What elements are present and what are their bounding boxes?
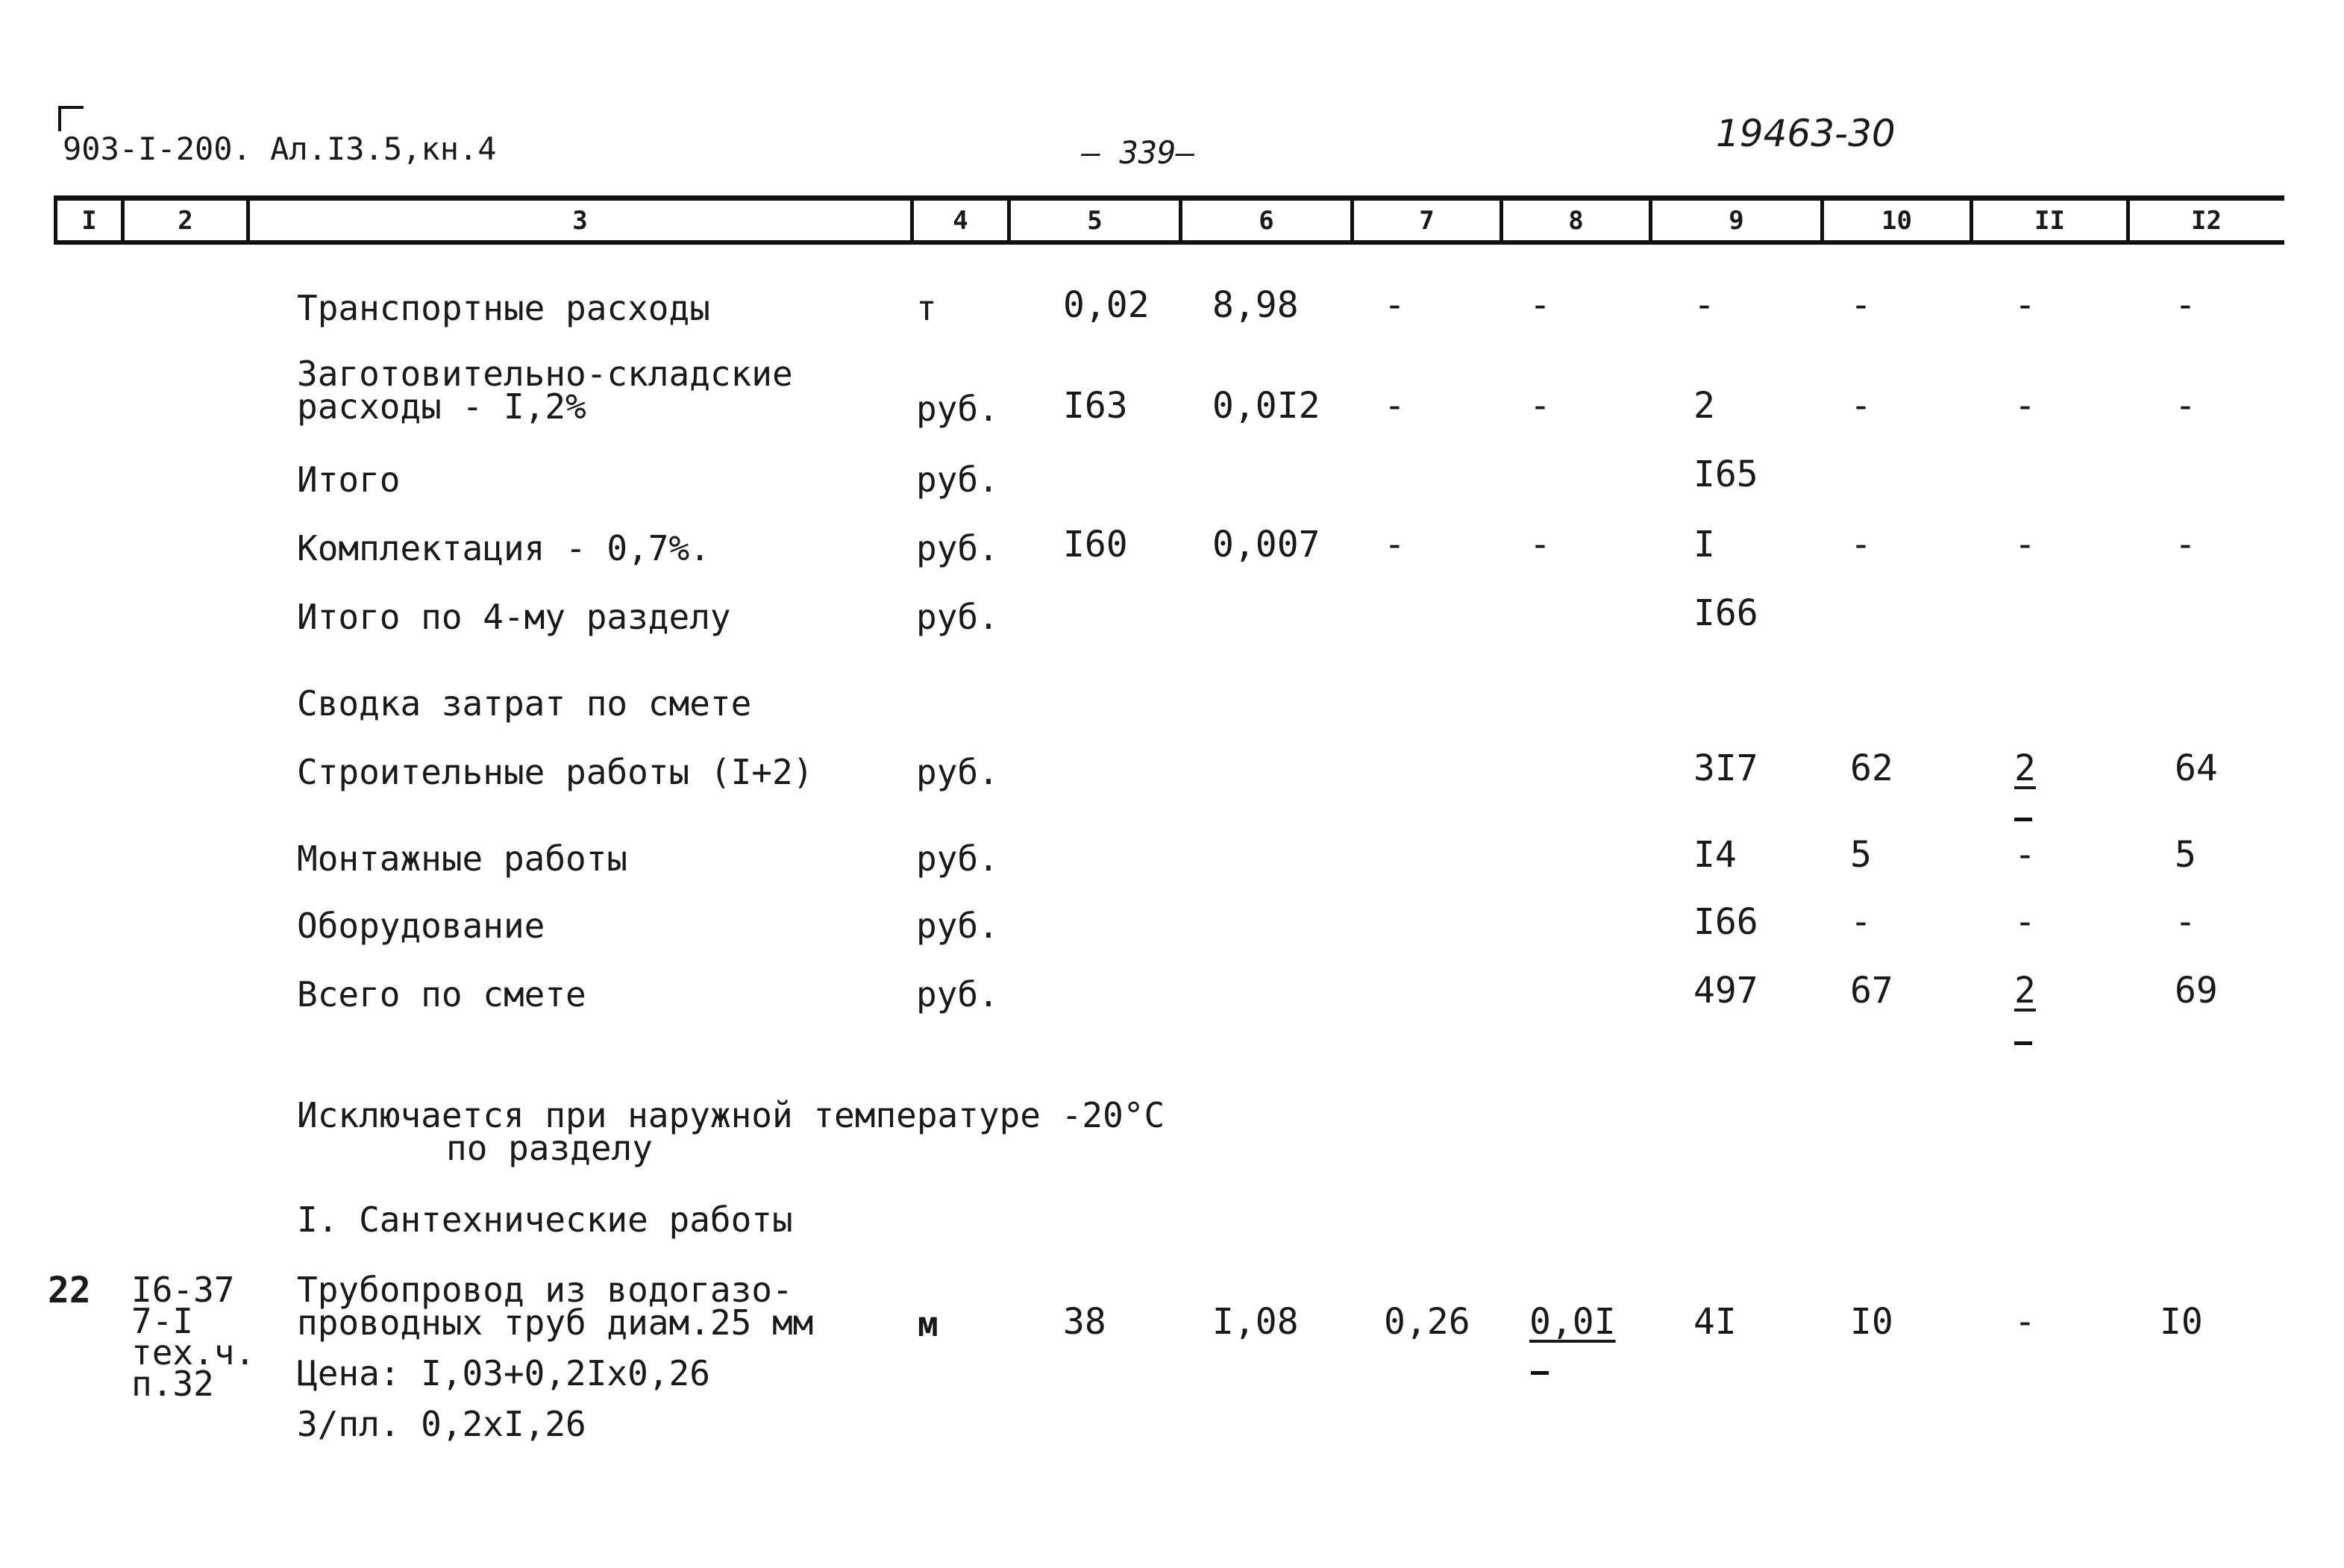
row-col11: - bbox=[2014, 524, 2036, 565]
row-description: Монтажные работы bbox=[297, 838, 628, 879]
col-header-1: I bbox=[81, 206, 97, 236]
fraction-dash bbox=[2014, 1041, 2032, 1045]
row-description-line1: Заготовительно-складские bbox=[297, 354, 793, 394]
row-unit: руб. bbox=[916, 974, 999, 1015]
row-col7: - bbox=[1384, 284, 1406, 326]
col-header-5: 5 bbox=[1087, 206, 1103, 236]
row-col9: I66 bbox=[1693, 592, 1758, 634]
row-number: 22 bbox=[48, 1270, 91, 1311]
row-col11: - bbox=[2014, 834, 2036, 876]
row-col12: - bbox=[2175, 284, 2196, 326]
row-col9: I4 bbox=[1693, 834, 1737, 876]
row-col12: 64 bbox=[2175, 747, 2218, 789]
row-col9: 2 bbox=[1693, 385, 1715, 427]
row-col9: I bbox=[1693, 524, 1715, 565]
corner-mark bbox=[58, 106, 84, 131]
row-description: Комплектация - 0,7%. bbox=[297, 528, 710, 568]
row-description: Строительные работы (I+2) bbox=[297, 752, 814, 792]
row-col9: 497 bbox=[1693, 970, 1758, 1012]
row-col12: I0 bbox=[2160, 1301, 2203, 1343]
row-col6: I,08 bbox=[1212, 1301, 1299, 1343]
row-col10: - bbox=[1850, 284, 1872, 326]
row-unit: руб. bbox=[916, 752, 999, 792]
row-col10: 67 bbox=[1850, 970, 1893, 1012]
row-wage-formula: З/пл. 0,2xI,26 bbox=[297, 1404, 586, 1444]
row-col9: I65 bbox=[1693, 454, 1758, 495]
row-col9: 3I7 bbox=[1693, 747, 1758, 789]
row-col11: - bbox=[2014, 284, 2036, 326]
row-col5: I60 bbox=[1063, 524, 1128, 565]
fraction-dash bbox=[1531, 1371, 1549, 1375]
col-header-10: 10 bbox=[1881, 206, 1912, 236]
row-col10: - bbox=[1850, 385, 1872, 427]
fraction-dash bbox=[2014, 818, 2032, 821]
row-col11: 2 bbox=[2014, 747, 2036, 789]
row-col5: 0,02 bbox=[1063, 284, 1150, 326]
row-col10: 62 bbox=[1850, 747, 1893, 789]
row-code-line4: п.32 bbox=[131, 1364, 214, 1404]
col-header-4: 4 bbox=[953, 206, 968, 236]
row-col12: 5 bbox=[2175, 834, 2196, 876]
row-col9: - bbox=[1693, 284, 1715, 326]
row-col8: - bbox=[1529, 284, 1551, 326]
exclusion-note-line2: по разделу bbox=[446, 1128, 653, 1168]
row-code-line3: тех.ч. bbox=[131, 1332, 256, 1373]
handwritten-code: 19463-30 bbox=[1716, 112, 1896, 155]
row-description: Итого по 4-му разделу bbox=[297, 597, 731, 637]
row-col10: - bbox=[1850, 524, 1872, 565]
row-col12: 69 bbox=[2175, 970, 2218, 1012]
header-top-rule bbox=[54, 195, 2284, 201]
row-unit: т bbox=[916, 288, 937, 328]
row-col6: 8,98 bbox=[1212, 284, 1299, 326]
row-col5: 38 bbox=[1063, 1301, 1106, 1343]
row-col7: 0,26 bbox=[1384, 1301, 1470, 1343]
row-col6: 0,0I2 bbox=[1212, 385, 1320, 427]
row-col7: - bbox=[1384, 524, 1406, 565]
col-header-7: 7 bbox=[1419, 206, 1435, 236]
row-col11: - bbox=[2014, 385, 2036, 427]
col-header-6: 6 bbox=[1259, 206, 1274, 236]
row-col10: - bbox=[1850, 901, 1872, 943]
row-col9: 4I bbox=[1693, 1301, 1737, 1343]
row-description-line1: Трубопровод из водогазо- bbox=[297, 1270, 793, 1310]
row-col8: - bbox=[1529, 524, 1551, 565]
row-unit: руб. bbox=[916, 906, 999, 946]
row-description: Оборудование bbox=[297, 906, 545, 946]
row-description: Транспортные расходы bbox=[297, 288, 710, 328]
col-header-8: 8 bbox=[1568, 206, 1584, 236]
row-unit: руб. bbox=[916, 389, 999, 429]
section-heading: I. Сантехнические работы bbox=[297, 1199, 793, 1240]
row-unit: м bbox=[918, 1304, 938, 1344]
row-price-formula: Цена: I,03+0,2Ix0,26 bbox=[297, 1353, 710, 1393]
document-code: 903-I-200. Ал.I3.5,кн.4 bbox=[63, 131, 497, 167]
row-col8: 0,0I bbox=[1529, 1301, 1616, 1343]
row-col11: 2 bbox=[2014, 970, 2036, 1012]
row-col12: - bbox=[2175, 385, 2196, 427]
row-unit: руб. bbox=[916, 838, 999, 879]
row-code-line1: I6-37 bbox=[131, 1270, 235, 1310]
row-col6: 0,007 bbox=[1212, 524, 1320, 565]
row-description: Итого bbox=[297, 460, 401, 500]
row-col12: - bbox=[2175, 524, 2196, 565]
row-unit: руб. bbox=[916, 528, 999, 568]
row-description-line2: проводных труб диам.25 мм bbox=[297, 1302, 814, 1343]
col-header-3: 3 bbox=[572, 206, 588, 236]
row-col10: I0 bbox=[1850, 1301, 1893, 1343]
row-code-line2: 7-I bbox=[131, 1301, 194, 1341]
header-bottom-rule bbox=[54, 240, 2284, 245]
row-description: Всего по смете bbox=[297, 974, 586, 1015]
row-col9: I66 bbox=[1693, 901, 1758, 943]
row-unit: руб. bbox=[916, 460, 999, 500]
col-header-12: I2 bbox=[2191, 206, 2222, 236]
exclusion-note-line1: Исключается при наружной температуре -20°С bbox=[297, 1095, 1165, 1135]
row-description-line2: расходы - I,2% bbox=[297, 386, 586, 427]
col-header-11: II bbox=[2034, 206, 2065, 236]
row-col8: - bbox=[1529, 385, 1551, 427]
row-col11: - bbox=[2014, 901, 2036, 943]
col-header-2: 2 bbox=[178, 206, 193, 236]
row-col7: - bbox=[1384, 385, 1406, 427]
row-col11: - bbox=[2014, 1301, 2036, 1343]
page-number: — 339— bbox=[1082, 134, 1195, 171]
col-header-9: 9 bbox=[1729, 206, 1744, 236]
row-col12: - bbox=[2175, 901, 2196, 943]
row-col5: I63 bbox=[1063, 385, 1128, 427]
section-heading: Сводка затрат по смете bbox=[297, 683, 752, 724]
row-unit: руб. bbox=[916, 597, 999, 637]
row-col10: 5 bbox=[1850, 834, 1872, 876]
